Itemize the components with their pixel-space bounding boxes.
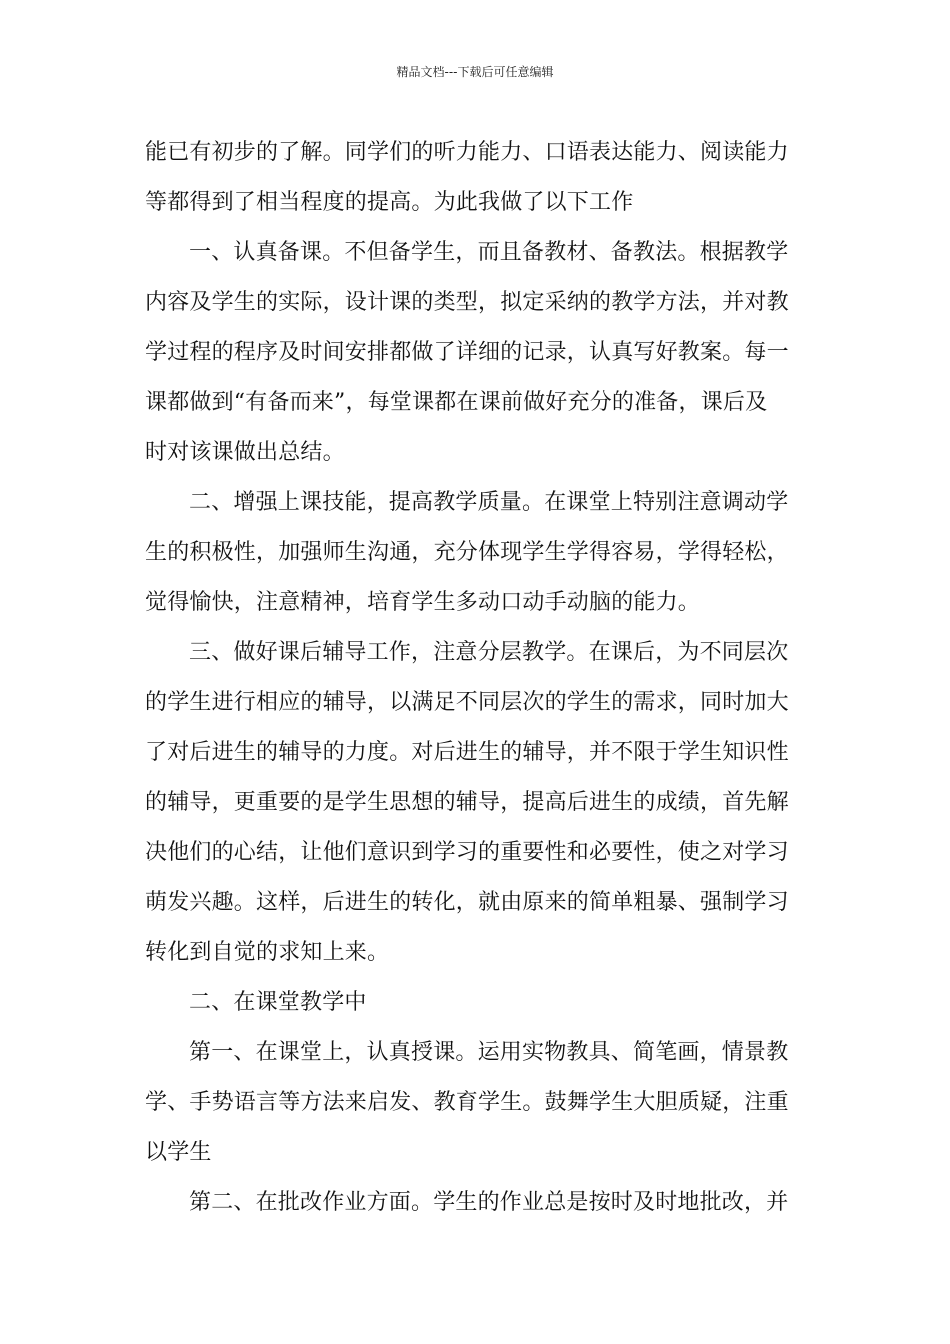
paragraph-4 xyxy=(145,628,810,978)
header-text: 精品文档---下载后可任意编辑 xyxy=(396,65,554,79)
text-line: 时对该课做出总结。 xyxy=(145,440,345,465)
text-line: 生的积极性，加强师生沟通，充分体现学生学得容易，学得轻松， xyxy=(145,540,789,565)
text-line: 等都得到了相当程度的提高。为此我做了以下工作 xyxy=(145,190,634,215)
text-line: 学过程的程序及时间安排都做了详细的记录，认真写好教案。每一 xyxy=(145,340,789,365)
text-line: 学、手势语言等方法来启发、教育学生。鼓舞学生大胆质疑，注重 xyxy=(145,1090,789,1115)
page-header xyxy=(0,64,950,80)
text-line: 一、认真备课。不但备学生，而且备教材、备教法。根据教学 xyxy=(189,240,789,265)
text-line: 的辅导，更重要的是学生思想的辅导，提高后进生的成绩，首先解 xyxy=(145,790,789,815)
paragraph-2 xyxy=(145,228,810,478)
text-line: 能已有初步的了解。同学们的听力能力、口语表达能力、阅读能力 xyxy=(145,140,789,165)
section-heading xyxy=(145,978,810,1028)
text-line: 了对后进生的辅导的力度。对后进生的辅导，并不限于学生知识性 xyxy=(145,740,789,765)
text-line: 第二、在批改作业方面。学生的作业总是按时及时地批改，并 xyxy=(189,1190,789,1215)
paragraph-3 xyxy=(145,478,810,628)
text-line: 的学生进行相应的辅导，以满足不同层次的学生的需求，同时加大 xyxy=(145,690,789,715)
paragraph-5 xyxy=(145,1028,810,1178)
paragraph-1 xyxy=(145,128,810,228)
text-line: 二、在课堂教学中 xyxy=(189,990,367,1015)
text-line: 三、做好课后辅导工作，注意分层教学。在课后，为不同层次 xyxy=(189,640,789,665)
text-line: 觉得愉快，注意精神，培育学生多动口动手动脑的能力。 xyxy=(145,590,701,615)
text-line: 二、增强上课技能，提高教学质量。在课堂上特别注意调动学 xyxy=(189,490,789,515)
text-line: 内容及学生的实际，设计课的类型，拟定采纳的教学方法，并对教 xyxy=(145,290,789,315)
paragraph-6 xyxy=(145,1178,810,1228)
text-line: 课都做到“有备而来”，每堂课都在课前做好充分的准备，课后及 xyxy=(145,390,768,415)
text-line: 萌发兴趣。这样，后进生的转化，就由原来的简单粗暴、强制学习 xyxy=(145,890,789,915)
document-body xyxy=(145,128,810,1228)
text-line: 第一、在课堂上，认真授课。运用实物教具、简笔画，情景教 xyxy=(189,1040,789,1065)
text-line: 以学生 xyxy=(145,1140,212,1165)
text-line: 决他们的心结，让他们意识到学习的重要性和必要性，使之对学习 xyxy=(145,840,789,865)
text-line: 转化到自觉的求知上来。 xyxy=(145,940,390,965)
